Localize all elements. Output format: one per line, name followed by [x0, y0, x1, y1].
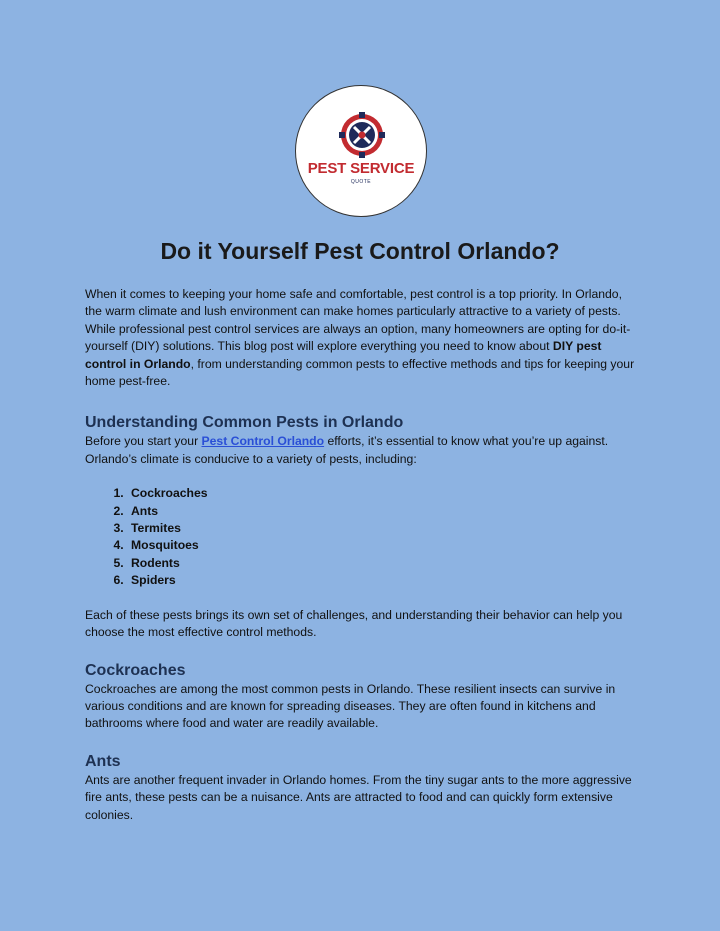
ants-paragraph: Ants are another frequent invader in Orlando homes. From the tiny sugar ants to the more aggressive fire ants, these pests can be a nuisance. Ants are attracted to food and can quickly form extensive colonies. [85, 772, 632, 822]
list-item: 4. Mosquitoes [127, 537, 640, 554]
list-item: 2. Ants [127, 503, 640, 520]
company-logo [295, 85, 427, 217]
shield-emblem-icon [296, 86, 428, 218]
list-item: 6. Spiders [127, 572, 640, 589]
logo-subtitle: QUOTE [350, 179, 372, 185]
intro-paragraph [85, 286, 640, 390]
cockroaches-paragraph: Cockroaches are among the most common pests in Orlando. These resilient insects can survive in various conditions and are known for spreading diseases. They are often found in kitchens and bathrooms where food and water are readily available. [85, 681, 616, 731]
list-item: 5. Rodents [127, 555, 640, 572]
pest-list [85, 485, 640, 589]
summary-paragraph: Each of these pests brings its own set of challenges, and understanding their behavior can help you choose the most effective control methods. [85, 607, 623, 640]
section-paragraph-common-pests [85, 433, 640, 468]
section-heading-cockroaches: Cockroaches [85, 661, 186, 679]
article-body [85, 286, 640, 824]
section-heading-ants: Ants [85, 752, 121, 770]
list-item: 1. Cockroaches [127, 485, 640, 502]
page-title: Do it Yourself Pest Control Orlando? [160, 238, 560, 264]
logo-title: PEST SERVICE [307, 160, 415, 177]
intro-text-end: , from understanding common pests to effective methods and tips for keeping your home pest-free. [85, 356, 635, 389]
section-text-end: efforts, it’s essential to know what you’re up against. Orlando’s climate is conducive to a variety of pests, including: [85, 434, 609, 466]
intro-text: When it comes to keeping your home safe and comfortable, pest control is a top priority. In Orlando, the warm climate and lush environment can make homes particularly attractive to a variety of pests. While professional pest control services are always an option, many homeowners are opting for do-it-yourself (DIY) solutions. This blog post will explore everything you need to know about [85, 287, 631, 354]
pest-control-orlando-link[interactable]: Pest Control Orlando [201, 434, 325, 449]
section-heading-common-pests: Understanding Common Pests in Orlando [85, 414, 404, 432]
list-item: 3. Termites [127, 520, 640, 537]
intro-bold-text: DIY pest control in Orlando [85, 339, 602, 371]
section-text: Before you start your [85, 434, 202, 449]
